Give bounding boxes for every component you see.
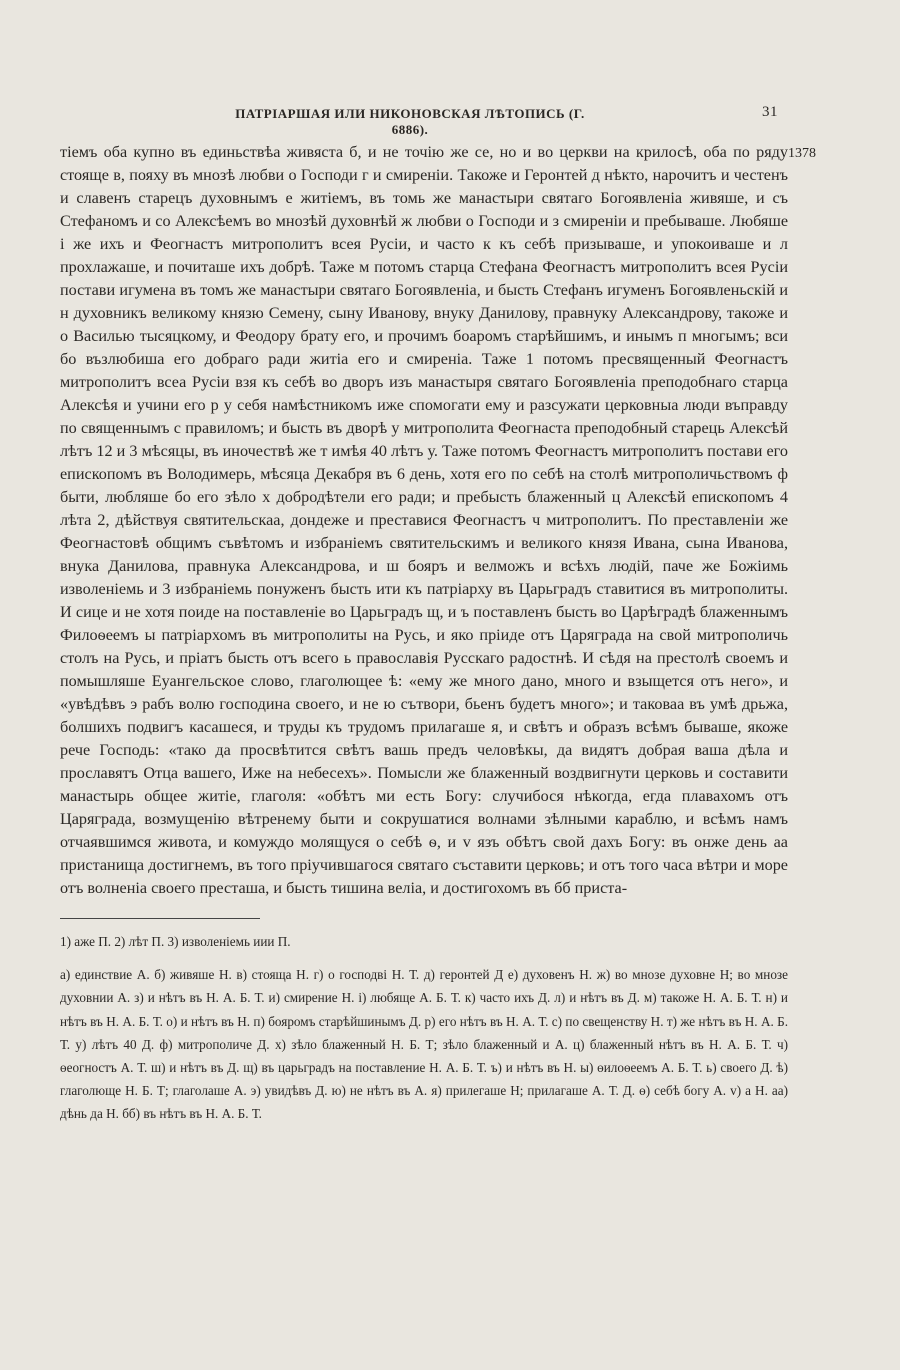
footnote-rule (60, 918, 260, 919)
lettered-footnotes: а) единствие А. б) живяше Н. в) стояща Н. г) о господві Н. Т. д) геронтей Д е) духовенъ Н. ж) во мнозе духовне Н; во мнозе духовнии А. з) и нѣтъ въ Н. А. Б. Т. и) смирение Н. і) любяще А. Б. Т. к) часто ихъ Д. л) и нѣтъ въ Д. м) такоже Н. А. Б. Т. н) и нѣтъ въ Н. А. Б. Т. о) и нѣтъ въ Н. п) бояромъ старѣйшинымъ Д. р) его нѣтъ въ Н. А. Т. с) по свещенству Н. т) же нѣтъ въ Н. А. Б. Т. у) лѣтъ 40 Д. ф) митрополиче Д. х) зѣло блаженный Н. Б. Т; зѣло блаженный и А. ц) блаженный нѣтъ въ Н. А. Б. Т. ч) ѳеогностъ А. Т. ш) и нѣтъ въ Д. щ) въ царьградъ на поставление Н. А. Б. Т. ъ) и нѣтъ въ Н. ы) ѳилоѳеемъ А. Б. Т. ь) своего Д. ѣ) глаголюще Н. Б. Т; глаголаше А. э) увидѣвъ Д. ю) не нѣтъ въ А. я) прилегаше Н; прилагаше А. Т. Д. ѳ) себѣ богу А. v) а Н. аа) дѣнь да Н. бб) въ нѣтъ въ Н. А. Б. Т. (60, 967, 788, 1122)
header-title: ПАТРІАРШАЯ ИЛИ НИКОНОВСКАЯ ЛѢТОПИСЬ (Г. 6886). (235, 106, 585, 137)
page-number: 31 (762, 104, 778, 120)
numbered-footnotes: 1) аже П. 2) лѣт П. 3) изволеніемь иии П. (60, 934, 291, 949)
main-text (60, 141, 788, 900)
running-header (0, 104, 900, 137)
text-paragraph: тіемъ оба купно въ единьствѣа живяста б, и не точію же се, но и во церкви на крилосѣ, оба по ряду стояще в, пояху въ мнозѣ любви о Господи г и смиреніи. Такоже и Геронтей д нѣкто, нарочитъ и честенъ и славенъ старецъ духовнымъ е житіемъ, въ томь же манастыри святаго Богоявленіа живяше, и съ Стефаномъ и со Алексѣемъ во мнозѣй духовнѣй ж любви о Господи и з смиреніи и пребываше. Любяше і же ихъ и Феогнастъ митрополитъ всея Русіи, и часто к къ себѣ призываше, и упокоиваше и л прохлажаше, и почиташе ихъ добрѣ. Таже м потомъ старца Стефана Феогнастъ митрополитъ всея Русіи постави игумена въ томъ же манастыри святаго Богоявленіа, и бысть Стефанъ игуменъ Богоявленьскій и н духовникъ великому князю Семену, сыну Иванову, внуку Данилову, правнуку Александрову, такоже и о Василью тысяцкому, и Феодору брату его, и прочимъ боаромъ старѣйшимъ, и инымъ п многымъ; вси бо възлюбиша его добраго ради житіа его и смиреніа. Таже 1 потомъ пресвященный Феогнастъ митрополитъ всеа Русіи взя къ себѣ во дворъ изъ манастыря святаго Богоявленіа преподобнаго старца Алексѣя и учини его р у себя намѣстникомъ иже спомогати ему и разсужати церковныа люди въправду по священнымъ с правиломъ; и бысть въ дворѣ у митрополита Феогнаста преподобный старець Алексѣй лѣтъ 12 и 3 мѣсяцы, въ иночествѣ же т имѣя 40 лѣтъ у. Таже потомъ Феогнастъ митрополитъ постави его епископомъ въ Володимерь, мѣсяца Декабря въ 6 день, хотя его по себѣ на столѣ митрополичьствомъ ф быти, любляше бо его зѣло х добродѣтели его ради; и пребысть блаженный ц Алексѣй епископомъ 4 лѣта 2, дѣйствуя святительскаа, дондеже и преставися Феогнастъ ч митрополитъ. По преставленіи же Феогнастовѣ общимъ съвѣтомъ и избраніемъ святительскимъ и великого князя Ивана, сына Иванова, внука Данилова, правнука Александрова, и ш бояръ и велможъ и всѣхъ людій, паче же Божіимь изволеніемь и 3 избраніемь понуженъ бысть ити къ патріарху въ Царьградъ ставитися въ митрополиты. И сице и не хотя поиде на поставленіе во Царьградъ щ, и ъ поставленъ бысть во Царѣградѣ блаженнымъ Филоѳеемъ ы патріархомъ въ митрополиты на Русь, и яко пріиде отъ Царяграда на свой митрополичь столъ на Русь, и пріатъ бысть отъ всего ь православія Русскаго радостнѣ. И сѣдя на престолѣ своемъ и помышляше Еуангельское слово, глаголющее ѣ: «ему же много дано, много и взыщется отъ него», и «увѣдѣвъ э рабъ волю господина своего, и не ю сътвори, бьенъ будетъ много»; и таковаа въ умѣ дрьжа, болшихъ подвигъ касашеся, и труды къ трудомъ прилагаше я, и свѣтъ и образъ всѣмъ бываше, якоже рече Господь: «тако да просвѣтится свѣтъ вашь предъ человѣкы, да видятъ добрая ваша дѣла и прославятъ Отца вашего, Иже на небесехъ». Помысли же блаженный воздвигнути церковь и составити манастырь общее житіе, глаголя: «обѣтъ ми есть Богу: случибося нѣкогда, егда плавахомъ отъ Царяграда, возмущенію вѣтренему быти и сокрушатися волнами зѣлными караблю, и всѣмъ намъ отчаявшимся живота, и комуждо молящуся о себѣ ѳ, и v язъ обѣтъ свой дахъ Богу: въ онже день аа пристанища достигнемъ, въ того пріучившагося святаго съставити церковь; и отъ того часа вѣтри и море отъ волненіа своего престаша, и бысть тишина веліа, и достигохомъ въ бб приста- (60, 143, 788, 897)
footnotes (60, 930, 788, 1126)
margin-year: 1378 (788, 146, 816, 161)
